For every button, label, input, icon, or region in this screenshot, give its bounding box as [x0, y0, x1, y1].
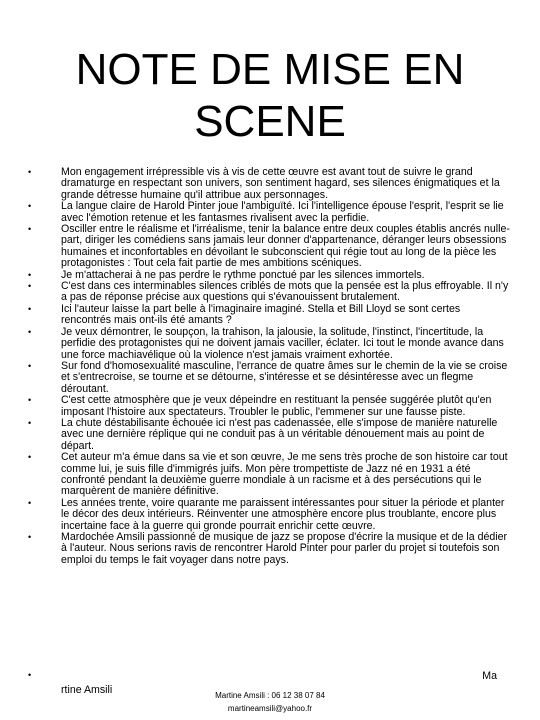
signature-fragment-left: rtine Amsili	[61, 684, 113, 696]
note-paragraph	[26, 395, 512, 418]
title-line-1: NOTE DE MISE EN	[75, 45, 465, 94]
bullet-icon: •	[28, 224, 32, 235]
paragraph-text: Je veux démontrer, le soupçon, la trahison, la jalousie, la solitude, l'instinct, l'incertitude, la perfidie des protagonistes qui ne doivent jamais vaciller, éclater. Ici tout le monde avance dans une force machiavélique où la violence n'est jamais vraiment exhortée.	[61, 325, 504, 361]
note-paragraph	[26, 201, 512, 224]
note-paragraph	[26, 418, 512, 452]
bullet-icon: •	[28, 452, 32, 463]
paragraph-text: Osciller entre le réalisme et l'irréalisme, tenir la balance entre deux couples établis ancrés nulle-part, diriger les comédiens sans jamais leur donner d'appartenance, déranger leurs obsessions humaines et inconfortables en dévoilant le subconscient qui régie tout au long de la pièce les protagonistes : Tout cela fait partie de mes ambitions scéniques.	[61, 223, 510, 270]
note-paragraph	[26, 224, 512, 270]
paragraph-text: Mardochée Amsili passionné de musique de jazz se propose d'écrire la musique et de la dédier à l'auteur. Nous serions ravis de rencontrer Harold Pinter pour parler du projet si toutefois son emploi du temps le fait voyager dans notre pays.	[61, 531, 508, 566]
signature-fragment-right: Ma	[482, 670, 497, 682]
paragraph-text: Ici l'auteur laisse la part belle à l'imaginaire imaginé. Stella et Bill Lloyd se sont certes rencontrés mais ont-ils été amants ?	[61, 302, 461, 327]
bullet-icon: •	[28, 269, 32, 280]
note-paragraph	[26, 452, 512, 498]
title-line-2: SCENE	[194, 97, 346, 146]
bullet-icon: •	[28, 532, 32, 542]
bullet-icon: •	[28, 326, 32, 337]
note-paragraph	[26, 167, 512, 201]
paragraph-text: La chute déstabilisante échouée ici n'est pas cadenassée, elle s'impose de manière naturelle avec une dernière réplique qui ne conduit pas à un véritable dénouement mais au point de départ.	[61, 416, 498, 452]
note-paragraph-list	[26, 167, 512, 566]
paragraph-text: C'est dans ces interminables silences criblés de mots que la pensée est la plus effroyable. Il n'y a pas de réponse précise aux questions qui s'évanouissent brutalement.	[61, 280, 509, 304]
page-title	[0, 44, 540, 148]
footer-phone: Martine Amsili : 06 12 38 07 84	[215, 691, 325, 700]
note-paragraph	[26, 281, 512, 304]
paragraph-text: Les années trente, voire quarante me paraissent intéressantes pour situer la période et planter le décor des deux intérieurs. Réinventer une atmosphère encore plus troublante, encore plus incertaine face à la guerre qui gronde pourrait enrichir cette œuvre.	[61, 496, 505, 532]
bullet-icon: •	[28, 360, 32, 371]
bullet-icon: •	[28, 303, 32, 314]
note-paragraph	[26, 532, 512, 566]
paragraph-text: Sur fond d'homosexualité masculine, l'errance de quatre âmes sur le chemin de la vie se croise et s'entrecroise, se tourne et se détourne, s'intéresse et se désintéresse avec un flegme déroutant.	[61, 359, 508, 395]
bullet-icon: •	[28, 395, 32, 406]
note-paragraph	[26, 327, 512, 361]
paragraph-text: C'est cette atmosphère que je veux dépeindre en restituant la pensée suggérée plutôt qu'en imposant l'histoire aux spectateurs. Troubler le public, l'emmener sur une fausse piste.	[61, 394, 492, 418]
note-paragraph	[26, 498, 512, 532]
paragraph-text: La langue claire de Harold Pinter joue l'ambiguïté. Ici l'intelligence épouse l'esprit, l'esprit se lie avec l'émotion retenue et les fantasmes rivalisent avec la perfidie.	[61, 200, 504, 224]
note-paragraph	[26, 361, 512, 395]
bullet-icon: •	[28, 497, 32, 508]
note-paragraph	[26, 304, 512, 327]
bullet-icon: •	[28, 167, 32, 177]
bullet-icon: •	[28, 417, 32, 428]
bullet-icon: •	[28, 670, 32, 680]
bullet-icon: •	[28, 281, 32, 292]
footer-email: martineamsili@yahoo.fr	[227, 704, 313, 713]
bullet-icon: •	[28, 201, 32, 212]
paragraph-text: Je m'attacherai à ne pas perdre le rythme ponctué par les silences immortels.	[61, 268, 425, 281]
paragraph-text: Mon engagement irrépressible vis à vis de cette œuvre est avant tout de suivre le grand dramaturge en respectant son univers, son sentiment hagard, ses silences énigmatiques et la grande détresse humaine qu'il attribue aux personnages.	[61, 166, 500, 201]
paragraph-text: Cet auteur m'a émue dans sa vie et son œuvre, Je me sens très proche de son histoire car tout comme lui, je suis fille d'immigrés juifs. Mon père trompettiste de Jazz né en 1931 a été confronté pendant la deuxième guerre mondiale à un racisme et à des persécutions qui le marquèrent de manière définitive.	[61, 451, 508, 498]
